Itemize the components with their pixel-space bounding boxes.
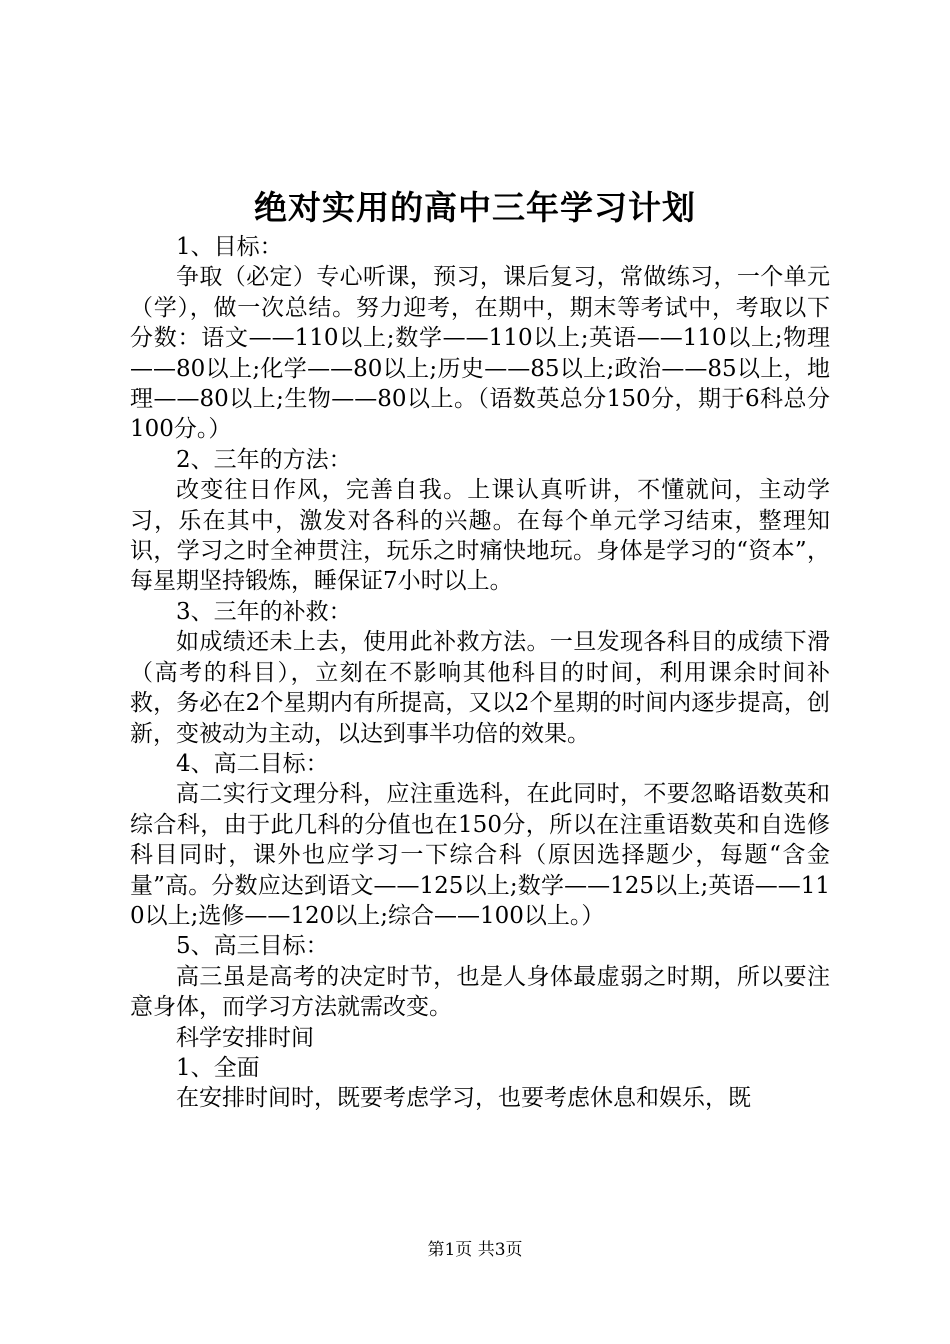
paragraph: 改变往日作风，完善自我。上课认真听讲，不懂就问，主动学习，乐在其中，激发对各科的兴趣。在每个单元学习结束，整理知识，学习之时全神贯注，玩乐之时痛快地玩。身体是学习的“资本”，每星期坚持锻炼，睡保证7小时以上。 [130, 477, 830, 595]
paragraph: 如成绩还未上去，使用此补救方法。一旦发现各科目的成绩下滑（高考的科目），立刻在不影响其他科目的时间，利用课余时间补救，务必在2个星期内有所提高，又以2个星期的时间内逐步提高，创新，变被动为主动，以达到事半功倍的效果。 [130, 629, 830, 747]
paragraph: 5、高三目标： [176, 933, 329, 960]
paragraph: 1、全面 [176, 1054, 260, 1081]
paragraph: 4、高二目标： [176, 750, 329, 777]
paragraph: 1、目标： [176, 234, 283, 260]
paragraph: 高三虽是高考的决定时节，也是人身体最虚弱之时期，所以要注意身体，而学习方法就需改变。 [130, 963, 830, 1021]
paragraph: 科学安排时间 [176, 1024, 314, 1051]
paragraph: 高二实行文理分科，应注重选科，在此同时，不要忽略语数英和综合科，由于此几科的分值也在150分，所以在注重语数英和自选修科目同时，课外也应学习一下综合科（原因选择题少，每题“含金量”高。分数应达到语文——125以上;数学——125以上;英语——110以上;选修——120以上;综合——100以上。） [130, 781, 830, 929]
page-footer: 第1页 共3页 [427, 1240, 523, 1260]
paragraph: 3、三年的补救： [176, 598, 352, 625]
paragraph: 2、三年的方法： [176, 446, 352, 473]
paragraph: 争取（必定）专心听课，预习，课后复习，常做练习，一个单元（学），做一次总结。努力迎考，在期中，期末等考试中，考取以下分数：语文——110以上;数学——110以上;英语——110以上;物理——80以上;化学——80以上;历史——85以上;政治——85以上，地理——80以上;生物——80以上。（语数英总分150分，期于6科总分100分。） [130, 264, 830, 443]
document-title: 绝对实用的高中三年学习计划 [254, 188, 696, 227]
paragraph: 在安排时间时，既要考虑学习，也要考虑休息和娱乐，既 [176, 1085, 751, 1112]
document-body [130, 232, 830, 1114]
